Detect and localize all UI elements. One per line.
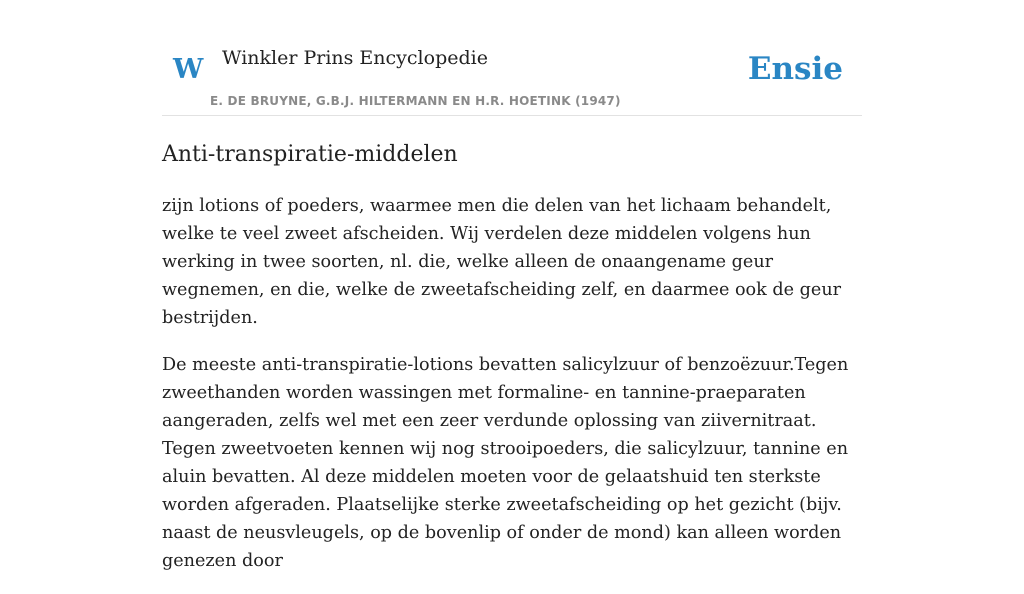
publication-title[interactable]: Winkler Prins Encyclopedie [222, 47, 488, 69]
publication-authors: E. DE BRUYNE, G.B.J. HILTERMANN EN H.R. HOETINK (1947) [210, 94, 621, 108]
header-divider [162, 115, 862, 116]
article-body [162, 192, 862, 594]
ensie-brand-link[interactable]: Ensie [747, 51, 843, 87]
article-title: Anti-transpiratie-middelen [162, 142, 458, 167]
article-paragraph: De meeste anti-transpiratie-lotions bevatten salicylzuur of benzoëzuur.Tegen zweethanden worden wassingen met formaline- en tannine-praeparaten aangeraden, zelfs wel met een zeer verdunde oplossing van ziivernitraat. Tegen zweetvoeten kennen wij nog strooipoeders, die salicylzuur, tannine en aluin bevatten. Al deze middelen moeten voor de gelaatshuid ten sterkste worden afgeraden. Plaatselijke sterke zweetafscheiding op het gezicht (bijv. naast de neusvleugels, op de bovenlip of onder de mond) kan alleen worden genezen door [162, 355, 849, 571]
article-paragraph: zijn lotions of poeders, waarmee men die delen van het lichaam behandelt, welke te veel zweet afscheiden. Wij verdelen deze middelen volgens hun werking in twee soorten, nl. die, welke alleen de onaangename geur wegnemen, en die, welke de zweetafscheiding zelf, en daarmee ook de geur bestrijden. [162, 196, 842, 328]
page [162, 0, 862, 571]
encyclopedia-logo-icon[interactable]: W [173, 54, 204, 85]
